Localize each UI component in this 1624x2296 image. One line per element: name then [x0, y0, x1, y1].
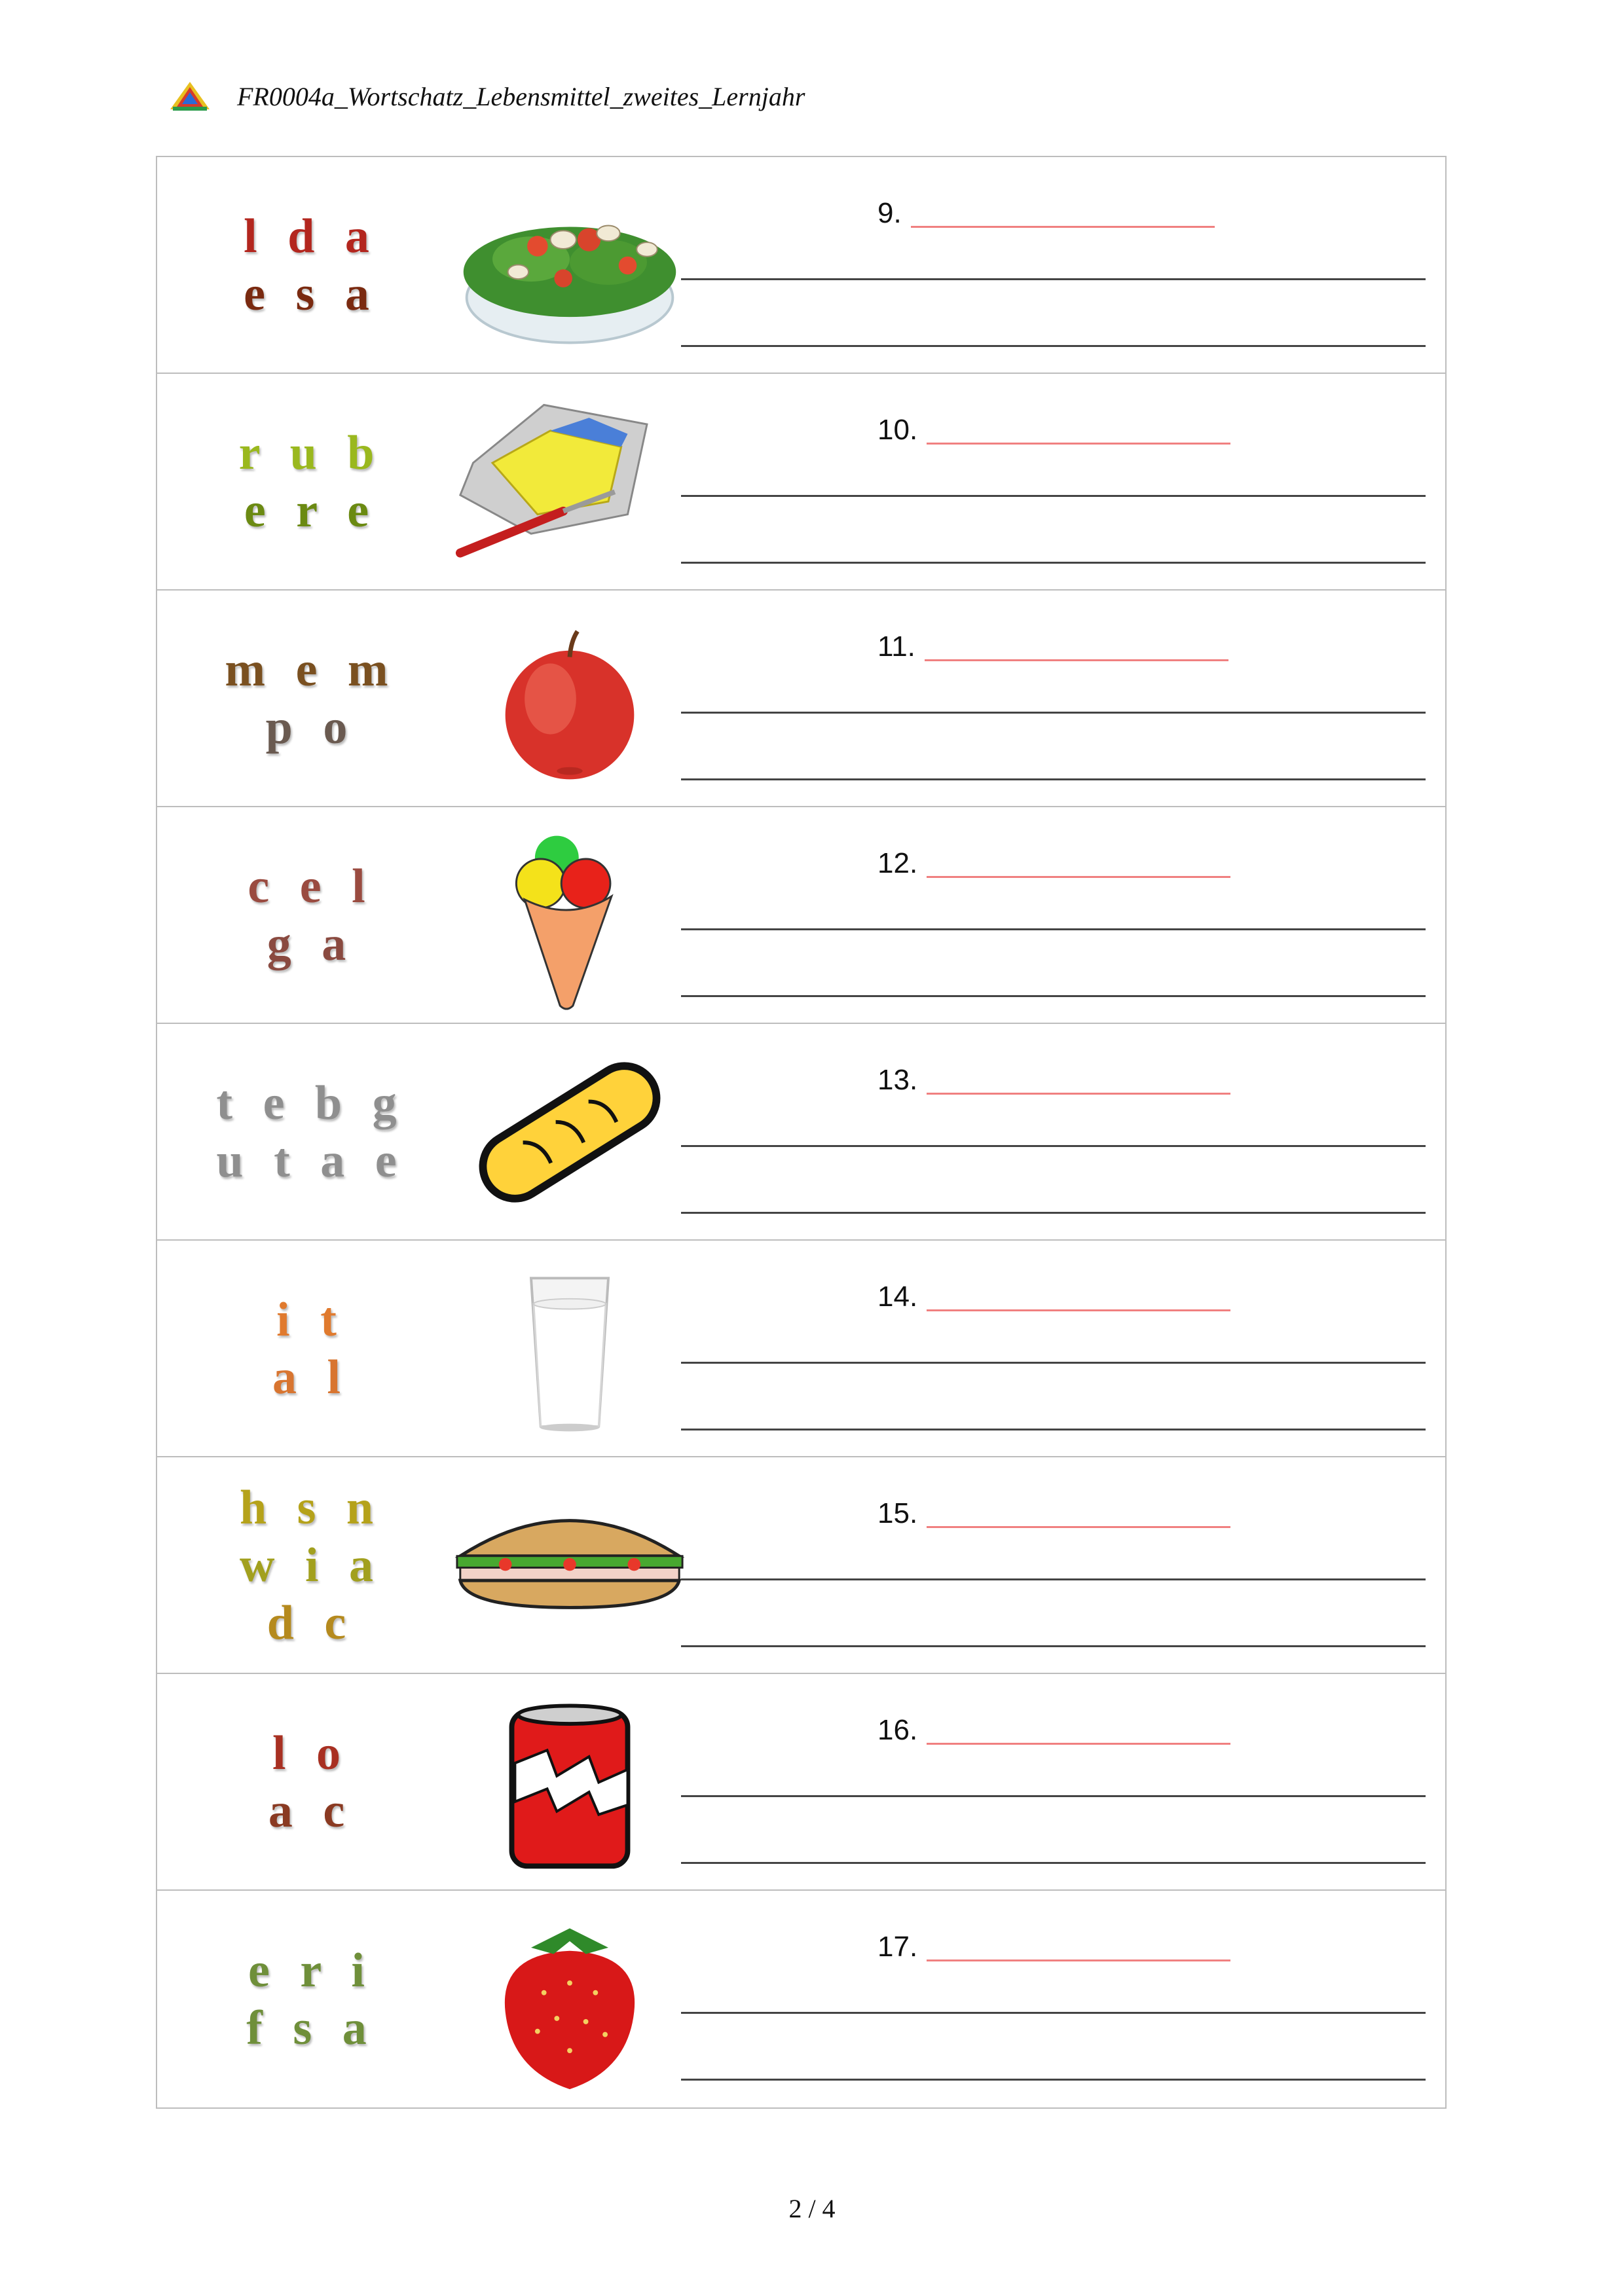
- scrambled-letters: g a: [267, 917, 356, 971]
- scrambled-word: [183, 1241, 439, 1456]
- scrambled-letters: a l: [272, 1350, 350, 1404]
- ice-cream-icon: [432, 819, 707, 1012]
- exercise-number: 9.: [877, 197, 902, 229]
- exercise-number: 14.: [877, 1281, 918, 1313]
- answer-line: [877, 182, 1215, 228]
- writing-line[interactable]: [681, 1212, 1426, 1214]
- writing-line[interactable]: [681, 1645, 1426, 1647]
- scrambled-letters: h s n: [239, 1480, 383, 1535]
- exercise-row: [157, 374, 1445, 591]
- scrambled-word: [183, 1457, 439, 1673]
- writing-line[interactable]: [681, 1145, 1426, 1147]
- writing-line[interactable]: [681, 928, 1426, 930]
- writing-line[interactable]: [681, 2012, 1426, 2014]
- scrambled-word: [183, 374, 439, 589]
- exercise-row: [157, 1891, 1445, 2107]
- exercise-number: 10.: [877, 414, 918, 446]
- exercise-number: 17.: [877, 1931, 918, 1963]
- exercise-row: [157, 1241, 1445, 1457]
- scrambled-word: [183, 1024, 439, 1239]
- answer-line: [877, 1049, 1230, 1095]
- scrambled-word: [183, 157, 439, 373]
- exercise-row: [157, 807, 1445, 1024]
- answer-blank[interactable]: [925, 634, 1228, 661]
- writing-line[interactable]: [681, 1862, 1426, 1864]
- exercise-number: 15.: [877, 1497, 918, 1529]
- writing-line[interactable]: [681, 495, 1426, 497]
- scrambled-letters: f s a: [246, 2001, 376, 2055]
- scrambled-letters: d c: [267, 1595, 356, 1650]
- apple-icon: [432, 602, 707, 795]
- writing-line[interactable]: [681, 562, 1426, 564]
- document-title: FR0004a_Wortschatz_Lebensmittel_zweites_Lernjahr: [237, 81, 805, 111]
- scrambled-word: [183, 1674, 439, 1889]
- scrambled-letters: u t a e: [216, 1133, 406, 1188]
- answer-blank[interactable]: [927, 1501, 1230, 1528]
- scrambled-letters: e s a: [244, 266, 378, 321]
- answer-blank[interactable]: [927, 851, 1230, 878]
- scrambled-letters: e r i: [248, 1943, 374, 1997]
- writing-line[interactable]: [681, 278, 1426, 280]
- writing-line[interactable]: [681, 1578, 1426, 1580]
- exercise-row: [157, 157, 1445, 374]
- answer-blank[interactable]: [911, 201, 1215, 228]
- writing-line[interactable]: [681, 995, 1426, 997]
- answer-line: [877, 1699, 1230, 1745]
- answer-line: [877, 1266, 1230, 1311]
- writing-line[interactable]: [681, 712, 1426, 714]
- scrambled-letters: a c: [268, 1783, 354, 1838]
- scrambled-letters: m e m: [225, 642, 397, 697]
- exercise-number: 16.: [877, 1714, 918, 1746]
- page-header: [169, 73, 805, 119]
- exercise-number: 11.: [877, 630, 915, 663]
- scrambled-letters: l d a: [244, 209, 378, 263]
- scrambled-letters: p o: [265, 700, 357, 754]
- answer-blank[interactable]: [927, 418, 1230, 445]
- scrambled-letters: i t: [276, 1292, 346, 1347]
- exercise-number: 13.: [877, 1064, 918, 1096]
- exercise-row: [157, 1674, 1445, 1891]
- cola-can-icon: [432, 1686, 707, 1879]
- answer-blank[interactable]: [927, 1935, 1230, 1961]
- answer-line: [877, 832, 1230, 878]
- scrambled-letters: r u b: [238, 426, 384, 480]
- exercise-number: 12.: [877, 847, 918, 879]
- writing-line[interactable]: [681, 778, 1426, 780]
- answer-line: [877, 399, 1230, 445]
- answer-blank[interactable]: [927, 1718, 1230, 1745]
- writing-line[interactable]: [681, 1795, 1426, 1797]
- answer-line: [877, 1482, 1230, 1528]
- answer-line: [877, 615, 1228, 661]
- scrambled-letters: e r e: [244, 483, 378, 538]
- butter-icon: [432, 386, 707, 579]
- sandwich-icon: [432, 1469, 707, 1662]
- baguette-icon: [432, 1036, 707, 1229]
- exercise-row: [157, 1024, 1445, 1241]
- scrambled-word: [183, 591, 439, 806]
- exercise-row: [157, 1457, 1445, 1674]
- answer-blank[interactable]: [927, 1068, 1230, 1095]
- scrambled-word: [183, 1891, 439, 2107]
- salad-bowl-icon: [432, 169, 707, 362]
- page-number: 2 / 4: [788, 2194, 836, 2223]
- milk-glass-icon: [432, 1252, 707, 1446]
- scrambled-letters: l o: [272, 1726, 350, 1780]
- logo-icon: [169, 81, 211, 112]
- scrambled-letters: w i a: [240, 1538, 382, 1592]
- strawberry-icon: [432, 1903, 707, 2096]
- scrambled-letters: t e b g: [216, 1076, 406, 1130]
- writing-line[interactable]: [681, 1429, 1426, 1430]
- worksheet-table: [156, 156, 1447, 2109]
- writing-line[interactable]: [681, 1362, 1426, 1364]
- answer-blank[interactable]: [927, 1285, 1230, 1311]
- scrambled-word: [183, 807, 439, 1023]
- answer-line: [877, 1916, 1230, 1961]
- scrambled-letters: c e l: [248, 859, 375, 913]
- writing-line[interactable]: [681, 345, 1426, 347]
- exercise-row: [157, 591, 1445, 807]
- writing-line[interactable]: [681, 2079, 1426, 2081]
